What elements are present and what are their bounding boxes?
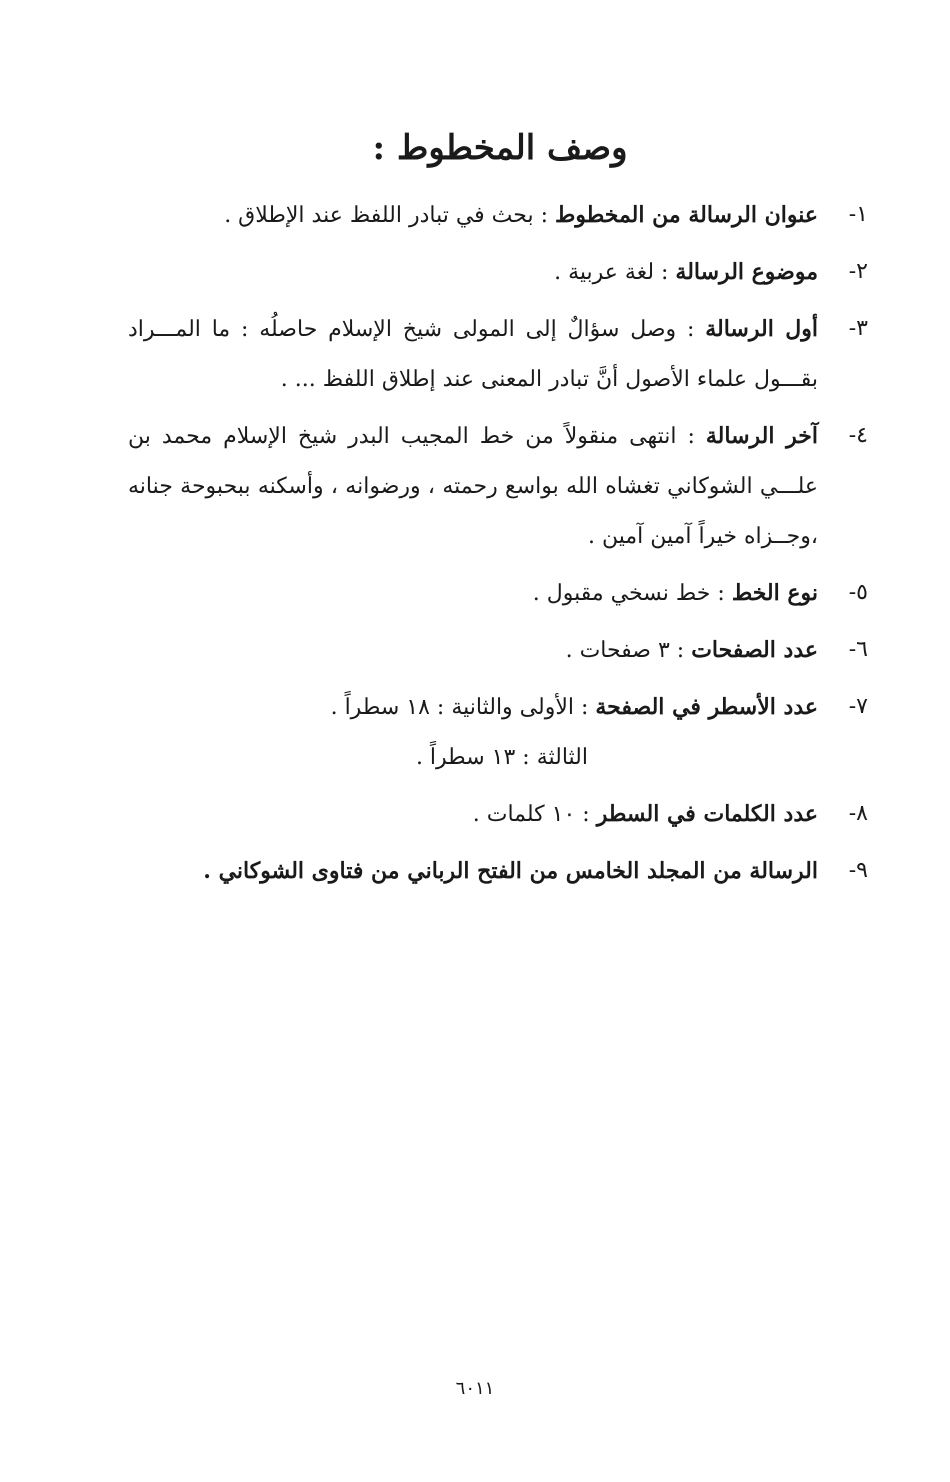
item-number: ٩- xyxy=(848,858,868,883)
item-label: موضوع الرسالة xyxy=(675,259,818,285)
item-label: عدد الصفحات xyxy=(691,637,818,663)
item-number: ٤- xyxy=(848,423,868,448)
list-item xyxy=(128,846,868,897)
list-item xyxy=(128,625,868,676)
list-item xyxy=(128,190,868,241)
item-text: : ١٠ كلمات . xyxy=(472,802,597,827)
item-number: ٢- xyxy=(848,259,868,284)
page-number: ٦٠١١ xyxy=(455,1378,495,1399)
list-item xyxy=(128,682,868,783)
item-number: ١- xyxy=(848,202,868,227)
list-item xyxy=(128,411,868,562)
list-item xyxy=(128,304,868,405)
item-text: : انتهى منقولاً من خط المجيب البدر شيخ الإسلام محمد بن علـــي الشوكاني تغشاه الله بواسع رحمته ، ورضوانه ، وأسكنه ببحبوحة جنانه ،وجــزاه خيراً آمين آمين . xyxy=(128,424,818,549)
item-text: : بحث في تبادر اللفظ عند الإطلاق . xyxy=(224,203,555,228)
item-number: ٧- xyxy=(848,694,868,719)
manuscript-description-list xyxy=(128,190,868,903)
item-number: ٣- xyxy=(848,316,868,341)
item-number: ٦- xyxy=(848,637,868,662)
item-number: ٨- xyxy=(848,801,868,826)
item-label: عدد الأسطر في الصفحة xyxy=(595,694,818,720)
item-text: : خط نسخي مقبول . xyxy=(532,581,732,606)
item-number: ٥- xyxy=(848,580,868,605)
item-text: : لغة عربية . xyxy=(554,260,676,285)
item-subline: الثالثة : ١٣ سطراً . xyxy=(415,745,588,770)
item-text: : وصل سؤالٌ إلى المولى شيخ الإسلام حاصلُه : ما المـــراد بقـــول علماء الأصول أنَّ تبادر المعنى عند إطلاق اللفظ ... . xyxy=(128,317,818,392)
item-label: نوع الخط xyxy=(731,580,818,606)
item-label: عدد الكلمات في السطر xyxy=(596,801,818,827)
page-title: وصف المخطوط : xyxy=(372,128,628,168)
item-text: : الأولى والثانية : ١٨ سطراً . xyxy=(330,695,596,720)
item-text: : ٣ صفحات . xyxy=(565,638,692,663)
item-label: عنوان الرسالة من المخطوط xyxy=(555,202,818,228)
list-item xyxy=(128,247,868,298)
item-label: الرسالة من المجلد الخامس من الفتح الرباني من فتاوى الشوكاني . xyxy=(203,858,818,884)
list-item xyxy=(128,568,868,619)
item-label: أول الرسالة xyxy=(705,316,818,342)
list-item xyxy=(128,789,868,840)
item-label: آخر الرسالة xyxy=(705,423,818,449)
